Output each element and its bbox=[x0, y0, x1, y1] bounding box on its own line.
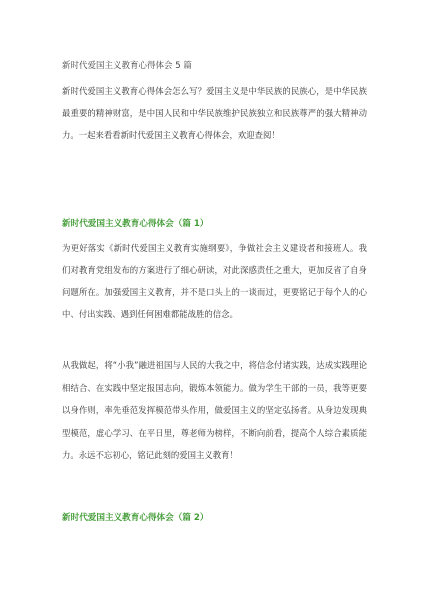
section-1-paragraph-1: 为更好落实《新时代爱国主义教育实施纲要》，争做社会主义建设者和接班人。我们对教育党组发布的方案进行了细心研读，对此深感责任之重大，更加反省了自身问题所在。加强爱国主义教育，并不是口头上的一谈而过，更要铭记于每个人的心中、付出实践、遇到任何困难都能战胜的信念。 bbox=[62, 243, 367, 319]
section-heading-1: 新时代爱国主义教育心得体会（篇 1） bbox=[62, 219, 209, 229]
intro-paragraph: 新时代爱国主义教育心得体会怎么写？爱国主义是中华民族的民族心，是中华民族最重要的精神财富，是中国人民和中华民族维护民族独立和民族尊严的强大精神动力。一起来看看新时代爱国主义教育心得体会，欢迎查阅！ bbox=[62, 86, 367, 140]
document-title: 新时代爱国主义教育心得体会 5 篇 bbox=[62, 61, 192, 71]
section-1-paragraph-2: 从我做起，将“小我”融进祖国与人民的大我之中，将信念付诸实践，达成实践理论相结合、在实践中坚定报国志向，锻炼本领能力。做为学生干部的一员，我等更要以身作则，率先垂范发挥模范带头作用，做爱国主义的坚定弘扬者。从身边发现典型模范，虚心学习、在平日里，尊老师为榜样，不断向前看，提高个人综合素质能力。永远不忘初心，铭记此刻的爱国主义教育！ bbox=[62, 360, 367, 460]
section-heading-2: 新时代爱国主义教育心得体会（篇 2） bbox=[62, 513, 209, 523]
